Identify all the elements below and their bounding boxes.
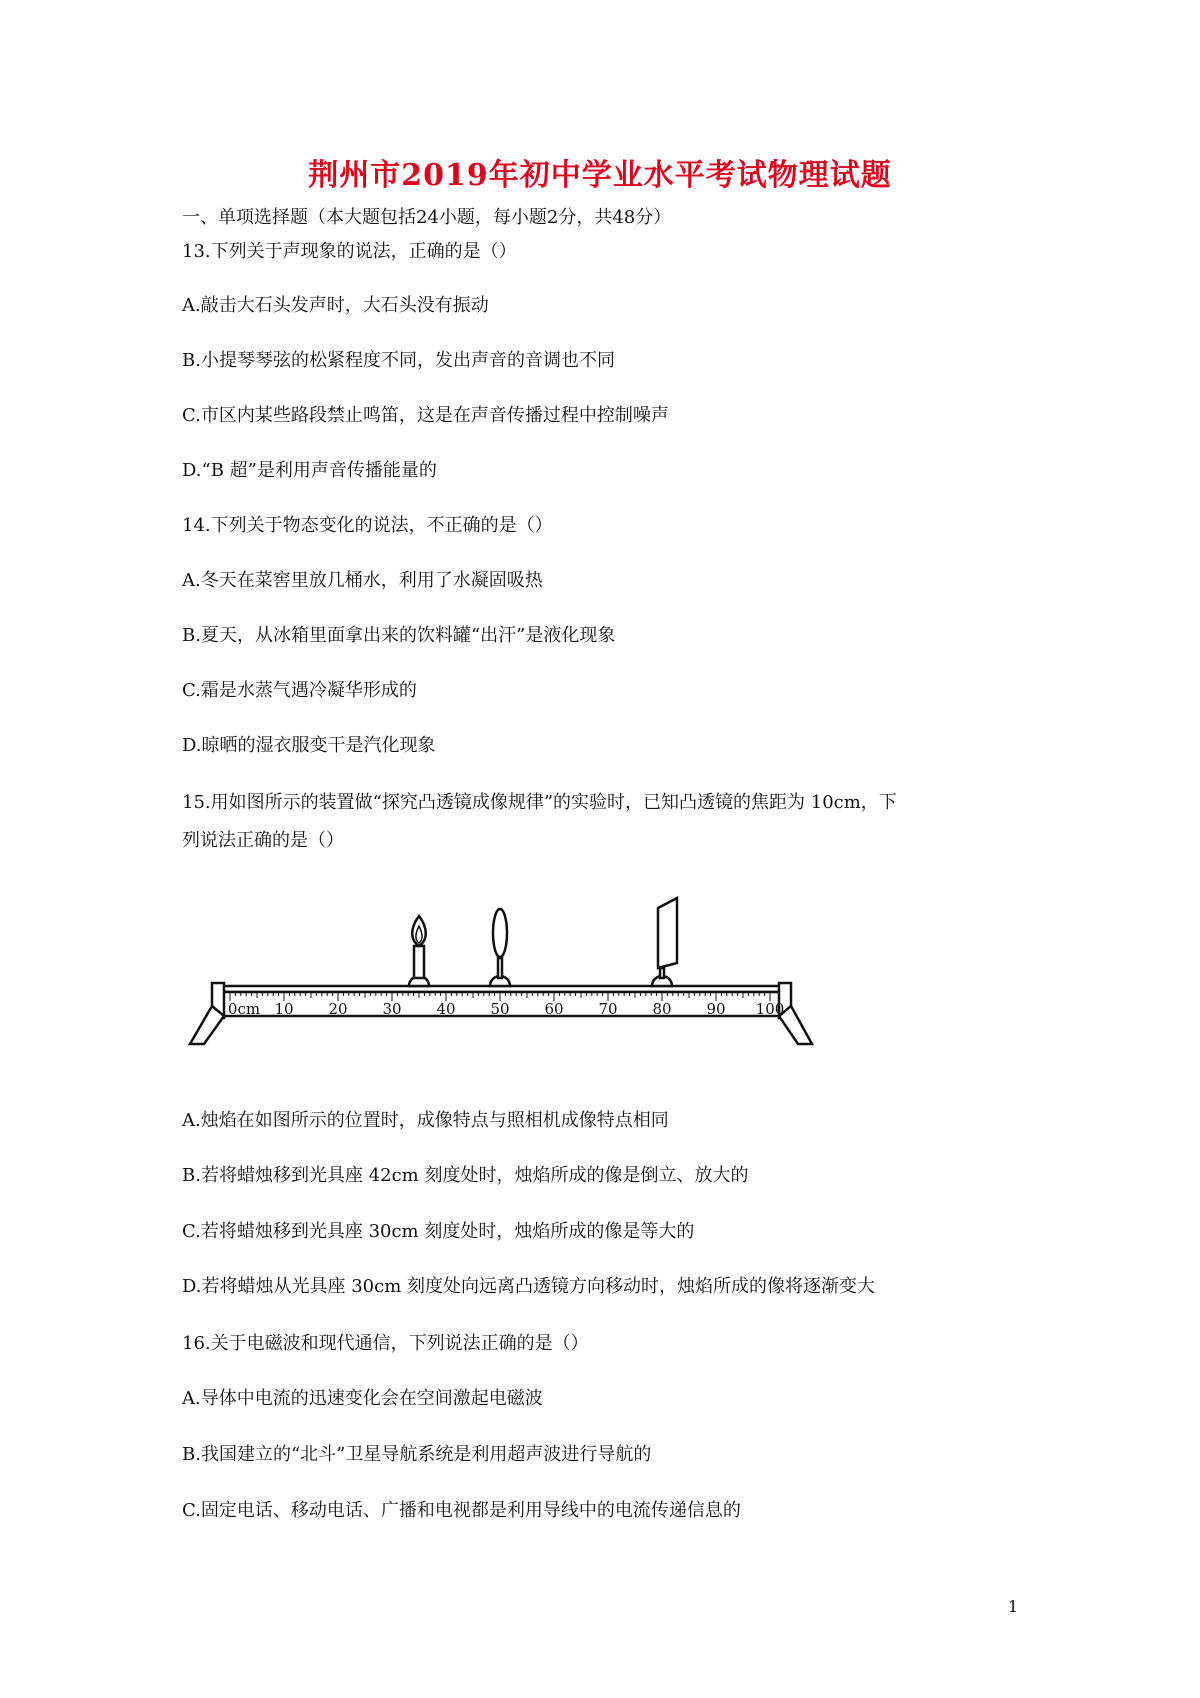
scale-label: 90 — [706, 1000, 726, 1018]
question-14-stem: 14.下列关于物态变化的说法，不正确的是（） — [182, 515, 553, 536]
screen-stand — [660, 968, 664, 978]
question-13-option-b: B.小提琴琴弦的松紧程度不同，发出声音的音调也不同 — [182, 350, 615, 371]
scale-label: 10 — [274, 1000, 294, 1018]
question-15-option-a: A.烛焰在如图所示的位置时，成像特点与照相机成像特点相同 — [182, 1110, 669, 1131]
scale-label: 50 — [490, 1000, 510, 1018]
exam-title: 荆州市2019年初中学业水平考试物理试题 — [308, 158, 892, 193]
question-15-option-d: D.若将蜡烛从光具座 30cm 刻度处向远离凸透镜方向移动时，烛焰所成的像将逐渐变大 — [182, 1276, 876, 1297]
question-13-option-a: A.敲击大石头发声时，大石头没有振动 — [182, 295, 489, 316]
candle-body — [414, 946, 424, 978]
scale-label: 0cm — [227, 1000, 261, 1018]
question-14-option-c: C.霜是水蒸气遇冷凝华形成的 — [182, 680, 417, 701]
lens-stand — [498, 958, 502, 978]
scale-label: 60 — [544, 1000, 564, 1018]
question-14-option-d: D.晾晒的湿衣服变干是汽化现象 — [182, 735, 436, 756]
convex-lens — [493, 909, 507, 957]
section-heading: 一、单项选择题（本大题包括24小题，每小题2分，共48分） — [182, 207, 672, 228]
question-16-option-c: C.固定电话、移动电话、广播和电视都是利用导线中的电流传递信息的 — [182, 1500, 741, 1521]
question-15-stem-line-2: 列说法正确的是（） — [182, 830, 344, 851]
light-screen — [658, 898, 677, 968]
scale-label: 80 — [652, 1000, 672, 1018]
page-number: 1 — [1008, 1597, 1019, 1616]
candle-flame — [412, 916, 426, 946]
question-15-option-c: C.若将蜡烛移到光具座 30cm 刻度处时，烛焰所成的像是等大的 — [182, 1221, 695, 1242]
left-support — [190, 983, 224, 1044]
question-16-option-b: B.我国建立的“北斗”卫星导航系统是利用超声波进行导航的 — [182, 1444, 652, 1465]
question-15-option-b: B.若将蜡烛移到光具座 42cm 刻度处时，烛焰所成的像是倒立、放大的 — [182, 1165, 749, 1186]
question-13-stem: 13.下列关于声现象的说法，正确的是（） — [182, 241, 517, 262]
question-16-stem: 16.关于电磁波和现代通信，下列说法正确的是（） — [182, 1333, 589, 1354]
question-13-option-c: C.市区内某些路段禁止鸣笛，这是在声音传播过程中控制噪声 — [182, 405, 669, 426]
question-14-option-a: A.冬天在菜窖里放几桶水，利用了水凝固吸热 — [182, 570, 543, 591]
question-14-option-b: B.夏天，从冰箱里面拿出来的饮料罐“出汗”是液化现象 — [182, 625, 616, 646]
scale-label: 70 — [598, 1000, 618, 1018]
question-16-option-a: A.导体中电流的迅速变化会在空间激起电磁波 — [182, 1388, 543, 1409]
question-15-stem-line-1: 15.用如图所示的装置做“探究凸透镜成像规律”的实验时，已知凸透镜的焦距为 10cm，下 — [182, 792, 897, 813]
optical-bench-figure — [182, 888, 832, 1068]
question-13-option-d: D.“B 超”是利用声音传播能量的 — [182, 460, 437, 481]
scale-label: 40 — [436, 1000, 456, 1018]
scale-label: 30 — [382, 1000, 402, 1018]
scale-label: 20 — [328, 1000, 348, 1018]
scale-label: 100 — [755, 1000, 785, 1018]
